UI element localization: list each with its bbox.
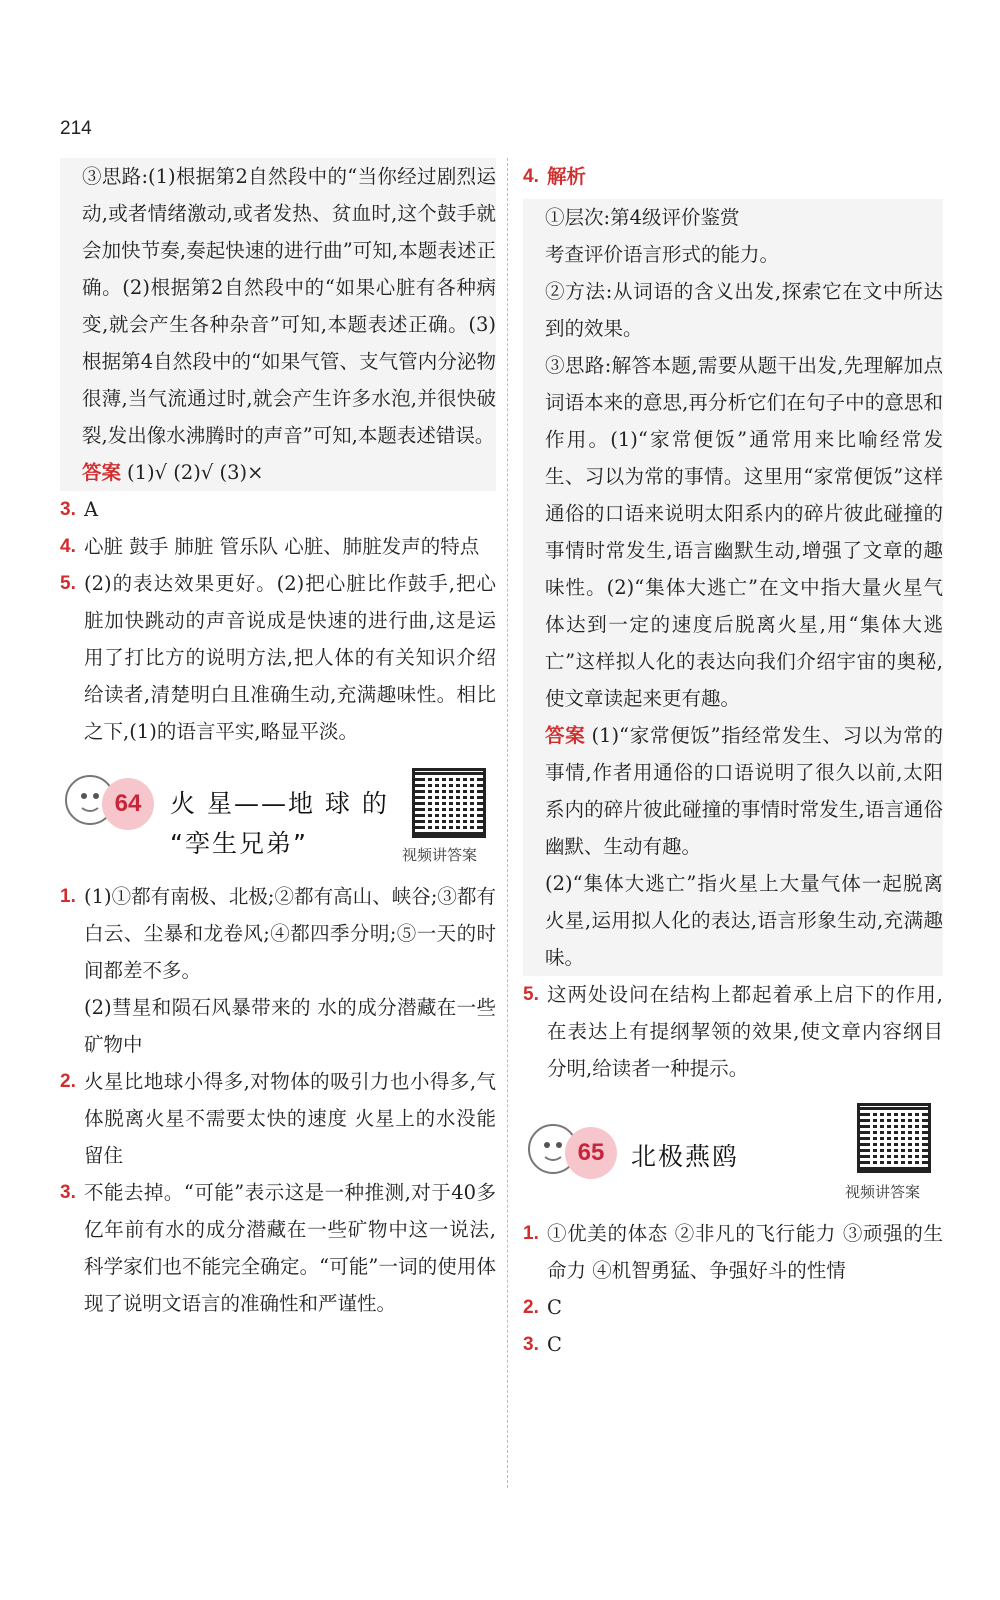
item-number: 1. (60, 886, 76, 907)
answer-text: (1)“家常便饭”指经常发生、习以为常的事情,作者用通俗的口语说明了很久以前,太阳系内的碎片彼此碰撞的事情时常发生,语言通俗幽默、生动有趣。 (545, 724, 943, 858)
answer-text: (1)√ (2)√ (3)× (127, 461, 264, 484)
item-number: 2. (60, 1071, 76, 1092)
item-text: 不能去掉。“可能”表示这是一种推测,对于40多亿年前有水的成分潜藏在一些矿物中这一说法,科学家们也不能完全确定。“可能”一词的使用体现了说明文语言的准确性和严谨性。 (84, 1181, 496, 1315)
list-item (60, 878, 496, 989)
q4-heading (523, 158, 943, 195)
item-text: ①优美的体态 ②非凡的飞行能力 ③顽强的生命力 ④机智勇猛、争强好斗的性情 (547, 1222, 943, 1282)
item-number: 2. (523, 1297, 539, 1318)
lesson-number-badge: 65 (565, 1127, 617, 1179)
q4-answer (545, 717, 943, 865)
item-number: 3. (523, 1334, 539, 1355)
list-item (523, 976, 943, 1087)
list-item (60, 491, 496, 528)
item-text: (2)的表达效果更好。(2)把心脏比作鼓手,把心脏加快跳动的声音说成是快速的进行曲,这是运用了打比方的说明方法,把人体的有关知识介绍给读者,清楚明白且准确生动,充满趣味性。相比之下,(1)的语言平实,略显平淡。 (84, 572, 496, 743)
item-number: 4. (523, 166, 539, 187)
answer-label: 答案 (82, 461, 122, 484)
left-intro-text: ③思路:(1)根据第2自然段中的“当你经过剧烈运动,或者情绪激动,或者发热、贫血时,这个鼓手就会加快节奏,奏起快速的进行曲”可知,本题表述正确。(2)根据第2自然段中的“如果心脏有各种病变,就会产生各种杂音”可知,本题表述正确。(3)根据第4自然段中的“如果气管、支气管内分泌物很薄,当气流通过时,就会产生许多水泡,并很快破裂,发出像水沸腾时的声音”可知,本题表述错误。 (82, 165, 496, 447)
qr-code-icon[interactable] (857, 1103, 931, 1173)
qr-code-icon[interactable] (412, 768, 486, 838)
item-text: (2)彗星和陨石风暴带来的 水的成分潜藏在一些矿物中 (84, 996, 496, 1056)
q4-answer-2: (2)“集体大逃亡”指火星上大量气体一起脱离火星,运用拟人化的表达,语言形象生动,充满趣味。 (545, 872, 943, 969)
list-item (60, 528, 496, 565)
lesson-title: 北极燕鸥 (631, 1142, 740, 1171)
item-number: 1. (523, 1223, 539, 1244)
list-item (60, 1063, 496, 1174)
analysis-line: ③思路:解答本题,需要从题干出发,先理解加点词语本来的意思,再分析它们在句子中的意思和作用。(1)“家常便饭”通常用来比喻经常发生、习以为常的事情。这里用“家常便饭”这样通俗的口语来说明太阳系内的碎片彼此碰撞的事情时常发生,语言幽默生动,增强了文章的趣味性。(2)“集体大逃亡”在文中指大量火星气体达到一定的速度后脱离火星,用“集体大逃亡”这样拟人化的表达向我们介绍宇宙的奥秘,使文章读起来更有趣。 (545, 354, 943, 710)
page-number: 214 (60, 118, 92, 139)
item-number: 5. (523, 984, 539, 1005)
answer-label: 答案 (545, 724, 586, 747)
lesson-number-badge: 64 (102, 778, 154, 830)
list-item (60, 1174, 496, 1322)
column-divider (507, 158, 509, 1488)
left-intro-block (60, 158, 496, 491)
list-item (523, 1215, 943, 1289)
item-text: (1)①都有南极、北极;②都有高山、峡谷;③都有白云、尘暴和龙卷风;④都四季分明;⑤一天的时间都差不多。 (84, 885, 496, 982)
analysis-label: 解析 (547, 165, 587, 188)
analysis-line: ②方法:从词语的含义出发,探索它在文中所达到的效果。 (545, 280, 943, 340)
qr-label: 视频讲答案 (845, 1183, 921, 1201)
lesson-64-header (60, 756, 496, 874)
q4-analysis-block (523, 199, 943, 976)
item-number: 4. (60, 536, 76, 557)
qr-label: 视频讲答案 (402, 846, 478, 864)
lesson-title-line1: 火 星——地 球 的 (170, 789, 389, 818)
item-text: C (547, 1333, 562, 1356)
left-column (60, 158, 496, 1322)
list-item (523, 1289, 943, 1326)
item-number: 3. (60, 499, 76, 520)
list-item (523, 1326, 943, 1363)
left-intro-answer (82, 454, 496, 491)
item-text: 火星比地球小得多,对物体的吸引力也小得多,气体脱离火星不需要太快的速度 火星上的水没能留住 (84, 1070, 496, 1167)
list-item (60, 565, 496, 750)
item-text: A (84, 498, 99, 521)
analysis-line: 考查评价语言形式的能力。 (545, 243, 780, 266)
item-text: 心脏 鼓手 肺脏 管乐队 心脏、肺脏发声的特点 (84, 535, 480, 558)
item-text: C (547, 1296, 562, 1319)
item-number: 3. (60, 1182, 76, 1203)
lesson-65-header (523, 1093, 943, 1211)
item-text: 这两处设问在结构上都起着承上启下的作用,在表达上有提纲挈领的效果,使文章内容纲目分明,给读者一种提示。 (547, 983, 943, 1080)
item-number: 5. (60, 573, 76, 594)
analysis-line: ①层次:第4级评价鉴赏 (545, 206, 740, 229)
list-item (60, 989, 496, 1063)
lesson-title-line2: “孪生兄弟” (170, 829, 308, 858)
right-column (523, 158, 943, 1363)
